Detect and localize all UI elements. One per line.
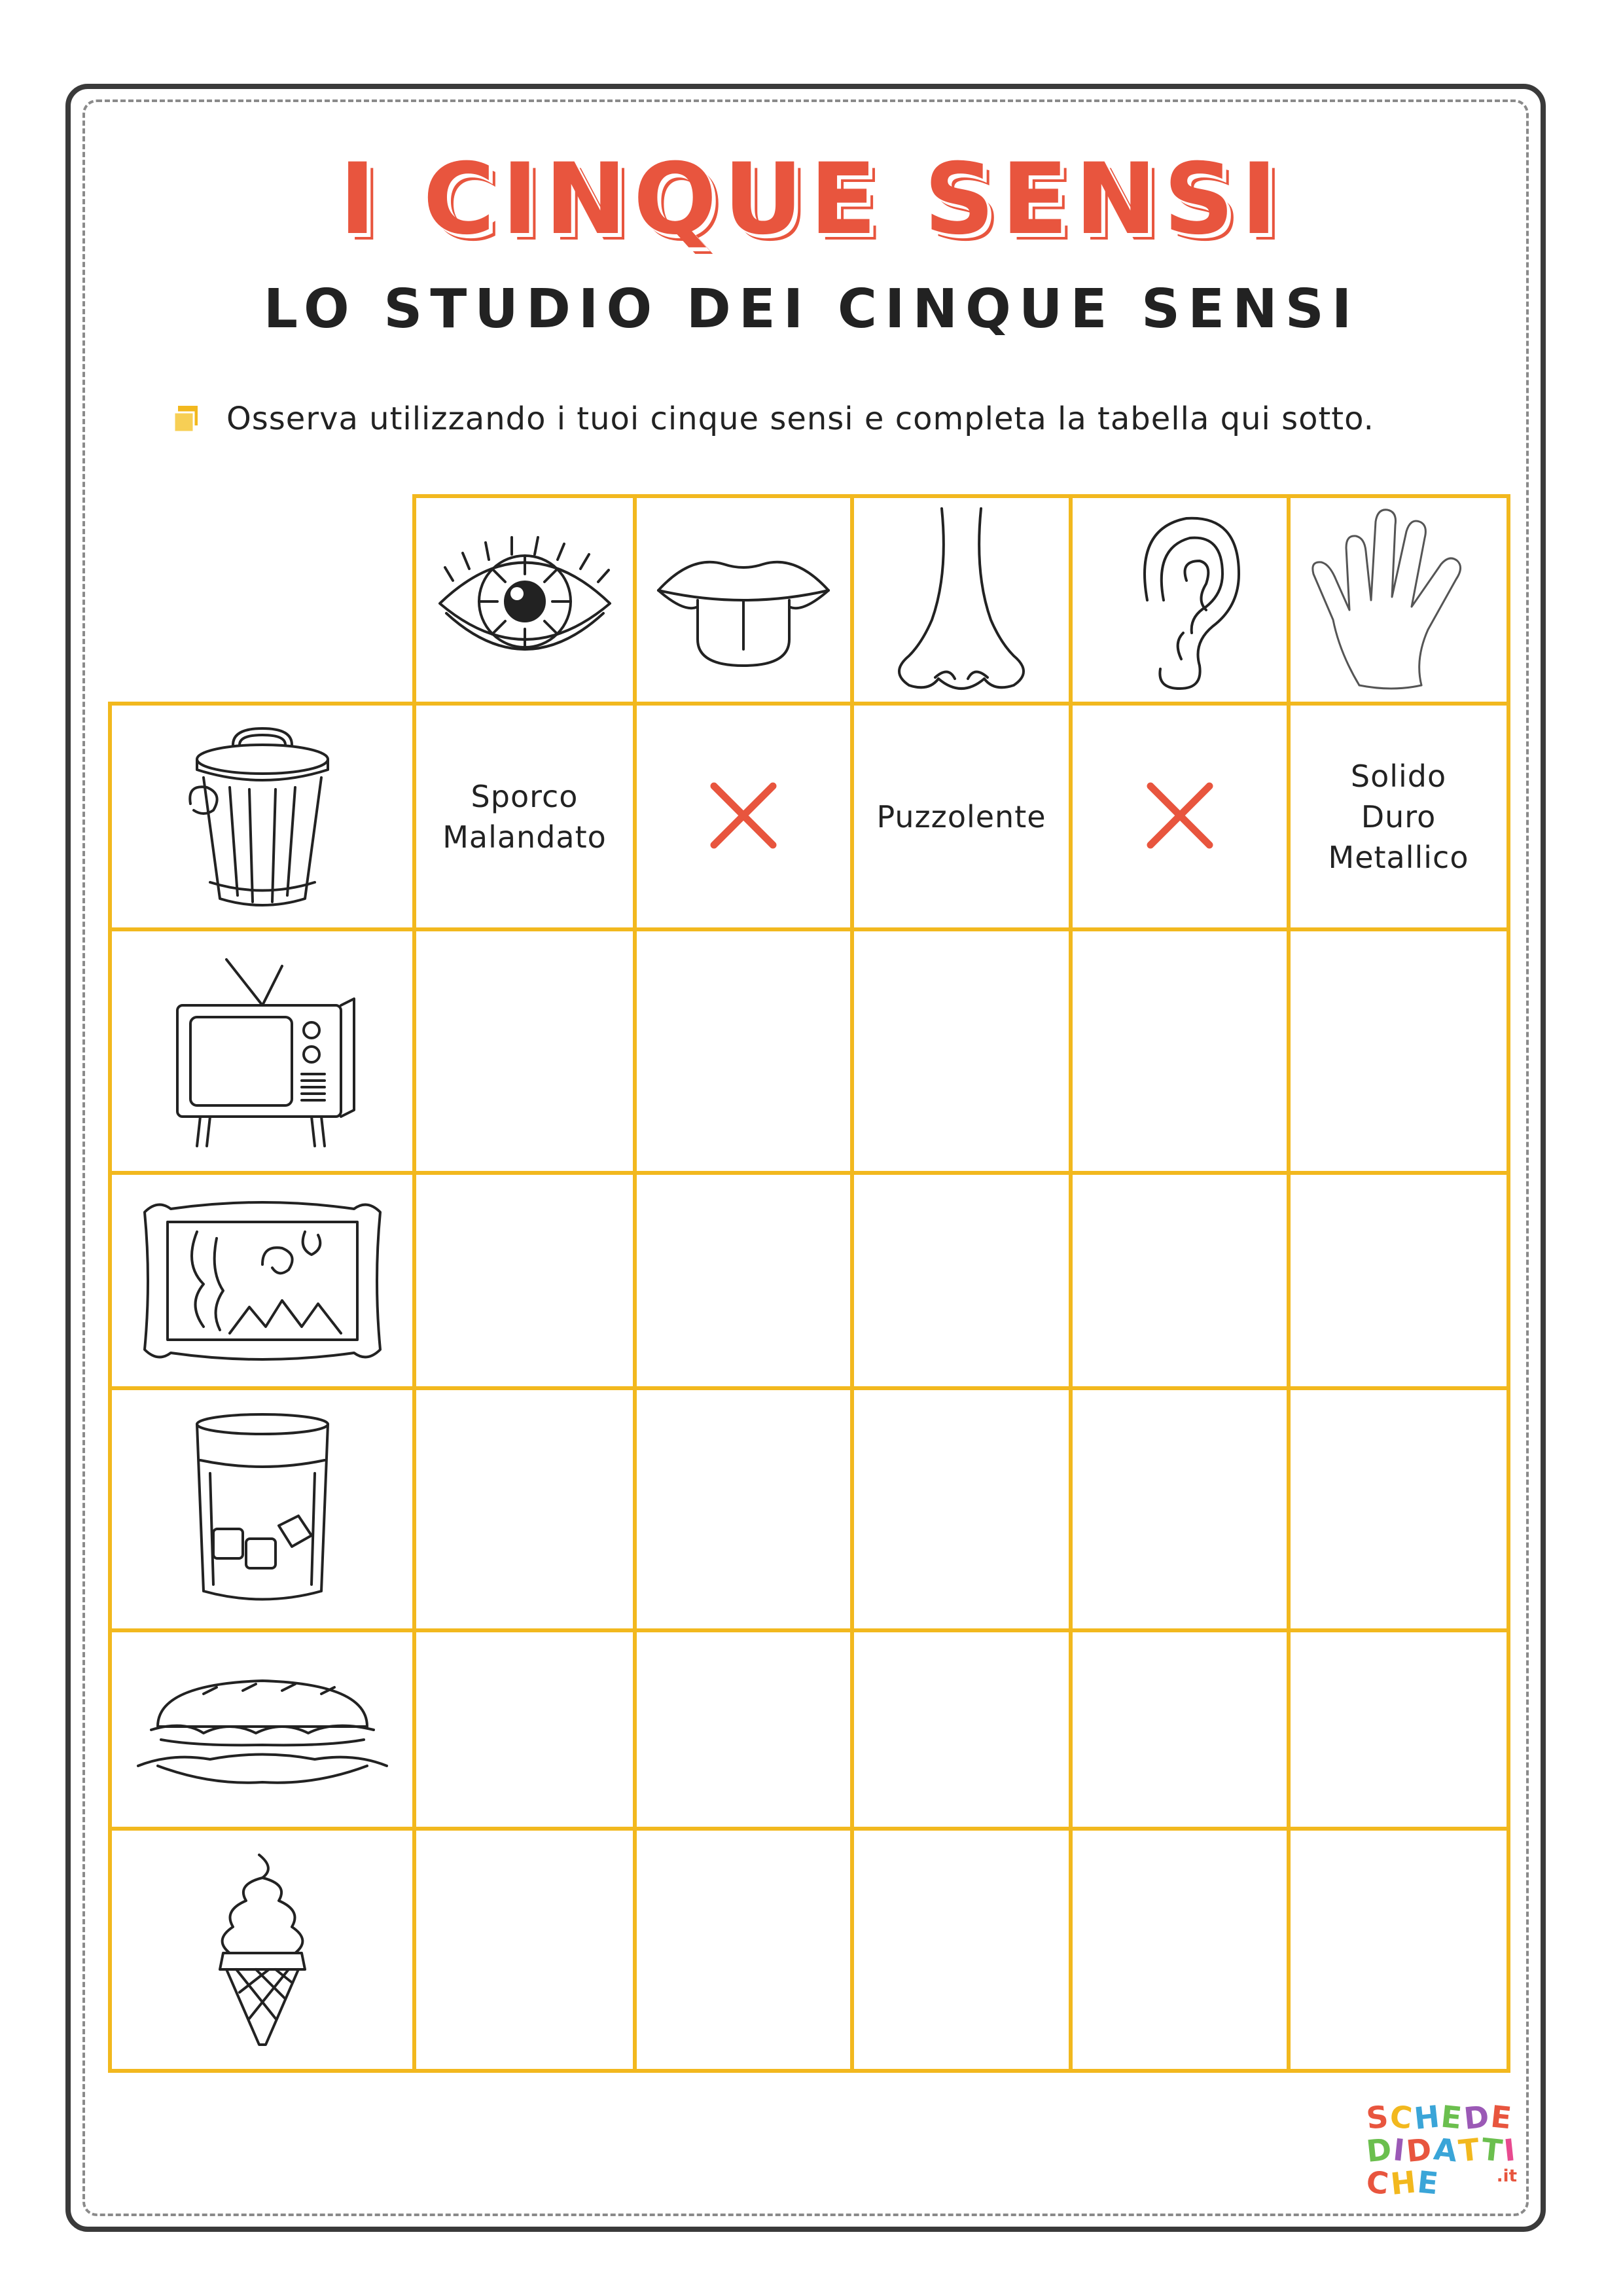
page-title: I CINQUE SENSI [339, 143, 1284, 257]
mouth-tongue-icon [645, 528, 842, 672]
answer-cell[interactable] [633, 1171, 854, 1390]
answer-cell[interactable] [633, 1628, 854, 1831]
framed-painting-icon [132, 1193, 393, 1369]
logo-line-2: DIDATTICHE [1364, 2130, 1519, 2202]
answer-cell[interactable] [850, 1171, 1073, 1390]
answer-cell[interactable] [850, 1628, 1073, 1831]
sense-header-gusto [633, 494, 854, 706]
answer-cell[interactable] [633, 927, 854, 1175]
cell-text: Puzzolente [876, 798, 1046, 834]
answer-cell[interactable] [850, 1827, 1073, 2073]
answer-cell[interactable] [850, 702, 1073, 931]
cross-mark-icon [707, 780, 779, 854]
logo-suffix: .it [1496, 2166, 1517, 2186]
sense-header-tatto [1287, 494, 1510, 706]
instruction [171, 393, 1374, 445]
answer-cell[interactable] [850, 927, 1073, 1175]
answer-cell[interactable] [1287, 702, 1510, 931]
object-cell [108, 1628, 416, 1831]
object-cell [108, 927, 416, 1175]
cell-text: Solido Duro Metallico [1328, 758, 1469, 875]
ice-cream-cone-icon [197, 1848, 328, 2051]
answer-cell[interactable] [1287, 1171, 1510, 1390]
answer-cell[interactable] [633, 1386, 854, 1632]
answer-cell[interactable] [412, 702, 637, 931]
answer-cell[interactable] [1069, 927, 1291, 1175]
object-cell [108, 1827, 416, 2073]
object-cell [108, 702, 416, 931]
logo-line-1: SCHEDE [1364, 2098, 1516, 2137]
answer-cell[interactable] [850, 1386, 1073, 1632]
answer-cell[interactable] [1287, 1827, 1510, 2073]
cell-text: Sporco Malandato [442, 778, 607, 855]
trash-can-icon [184, 719, 341, 915]
answer-cell[interactable] [633, 1827, 854, 2073]
eye-icon [427, 528, 623, 672]
sense-header-udito [1069, 494, 1291, 706]
answer-cell[interactable] [1069, 1628, 1291, 1831]
object-cell [108, 1386, 416, 1632]
answer-cell[interactable] [412, 1171, 637, 1390]
answer-cell[interactable] [412, 927, 637, 1175]
answer-cell[interactable] [412, 1628, 637, 1831]
answer-cell[interactable] [1069, 1386, 1291, 1632]
glass-with-ice-icon [184, 1408, 341, 1611]
logo [1364, 2098, 1524, 2202]
sense-header-vista [412, 494, 637, 706]
sense-header-olfatto [850, 494, 1073, 706]
answer-cell[interactable] [1287, 927, 1510, 1175]
answer-cell[interactable] [1287, 1386, 1510, 1632]
ear-icon [1108, 502, 1252, 698]
answer-cell[interactable] [1069, 1171, 1291, 1390]
television-icon [164, 953, 361, 1149]
object-cell [108, 1171, 416, 1390]
answer-cell[interactable] [633, 702, 854, 931]
instruction-text: Osserva utilizzando i tuoi cinque sensi e completa la tabella qui sotto. [226, 401, 1374, 437]
answer-cell[interactable] [1069, 702, 1291, 931]
hand-icon [1300, 502, 1497, 698]
answer-cell[interactable] [1287, 1628, 1510, 1831]
answer-cell[interactable] [412, 1386, 637, 1632]
bullet-icon [171, 404, 200, 433]
cross-mark-icon [1144, 780, 1216, 854]
sandwich-icon [132, 1668, 393, 1792]
answer-cell[interactable] [412, 1827, 637, 2073]
nose-icon [863, 502, 1060, 698]
page-subtitle: LO STUDIO DEI CINQUE SENSI [263, 278, 1360, 340]
answer-cell[interactable] [1069, 1827, 1291, 2073]
